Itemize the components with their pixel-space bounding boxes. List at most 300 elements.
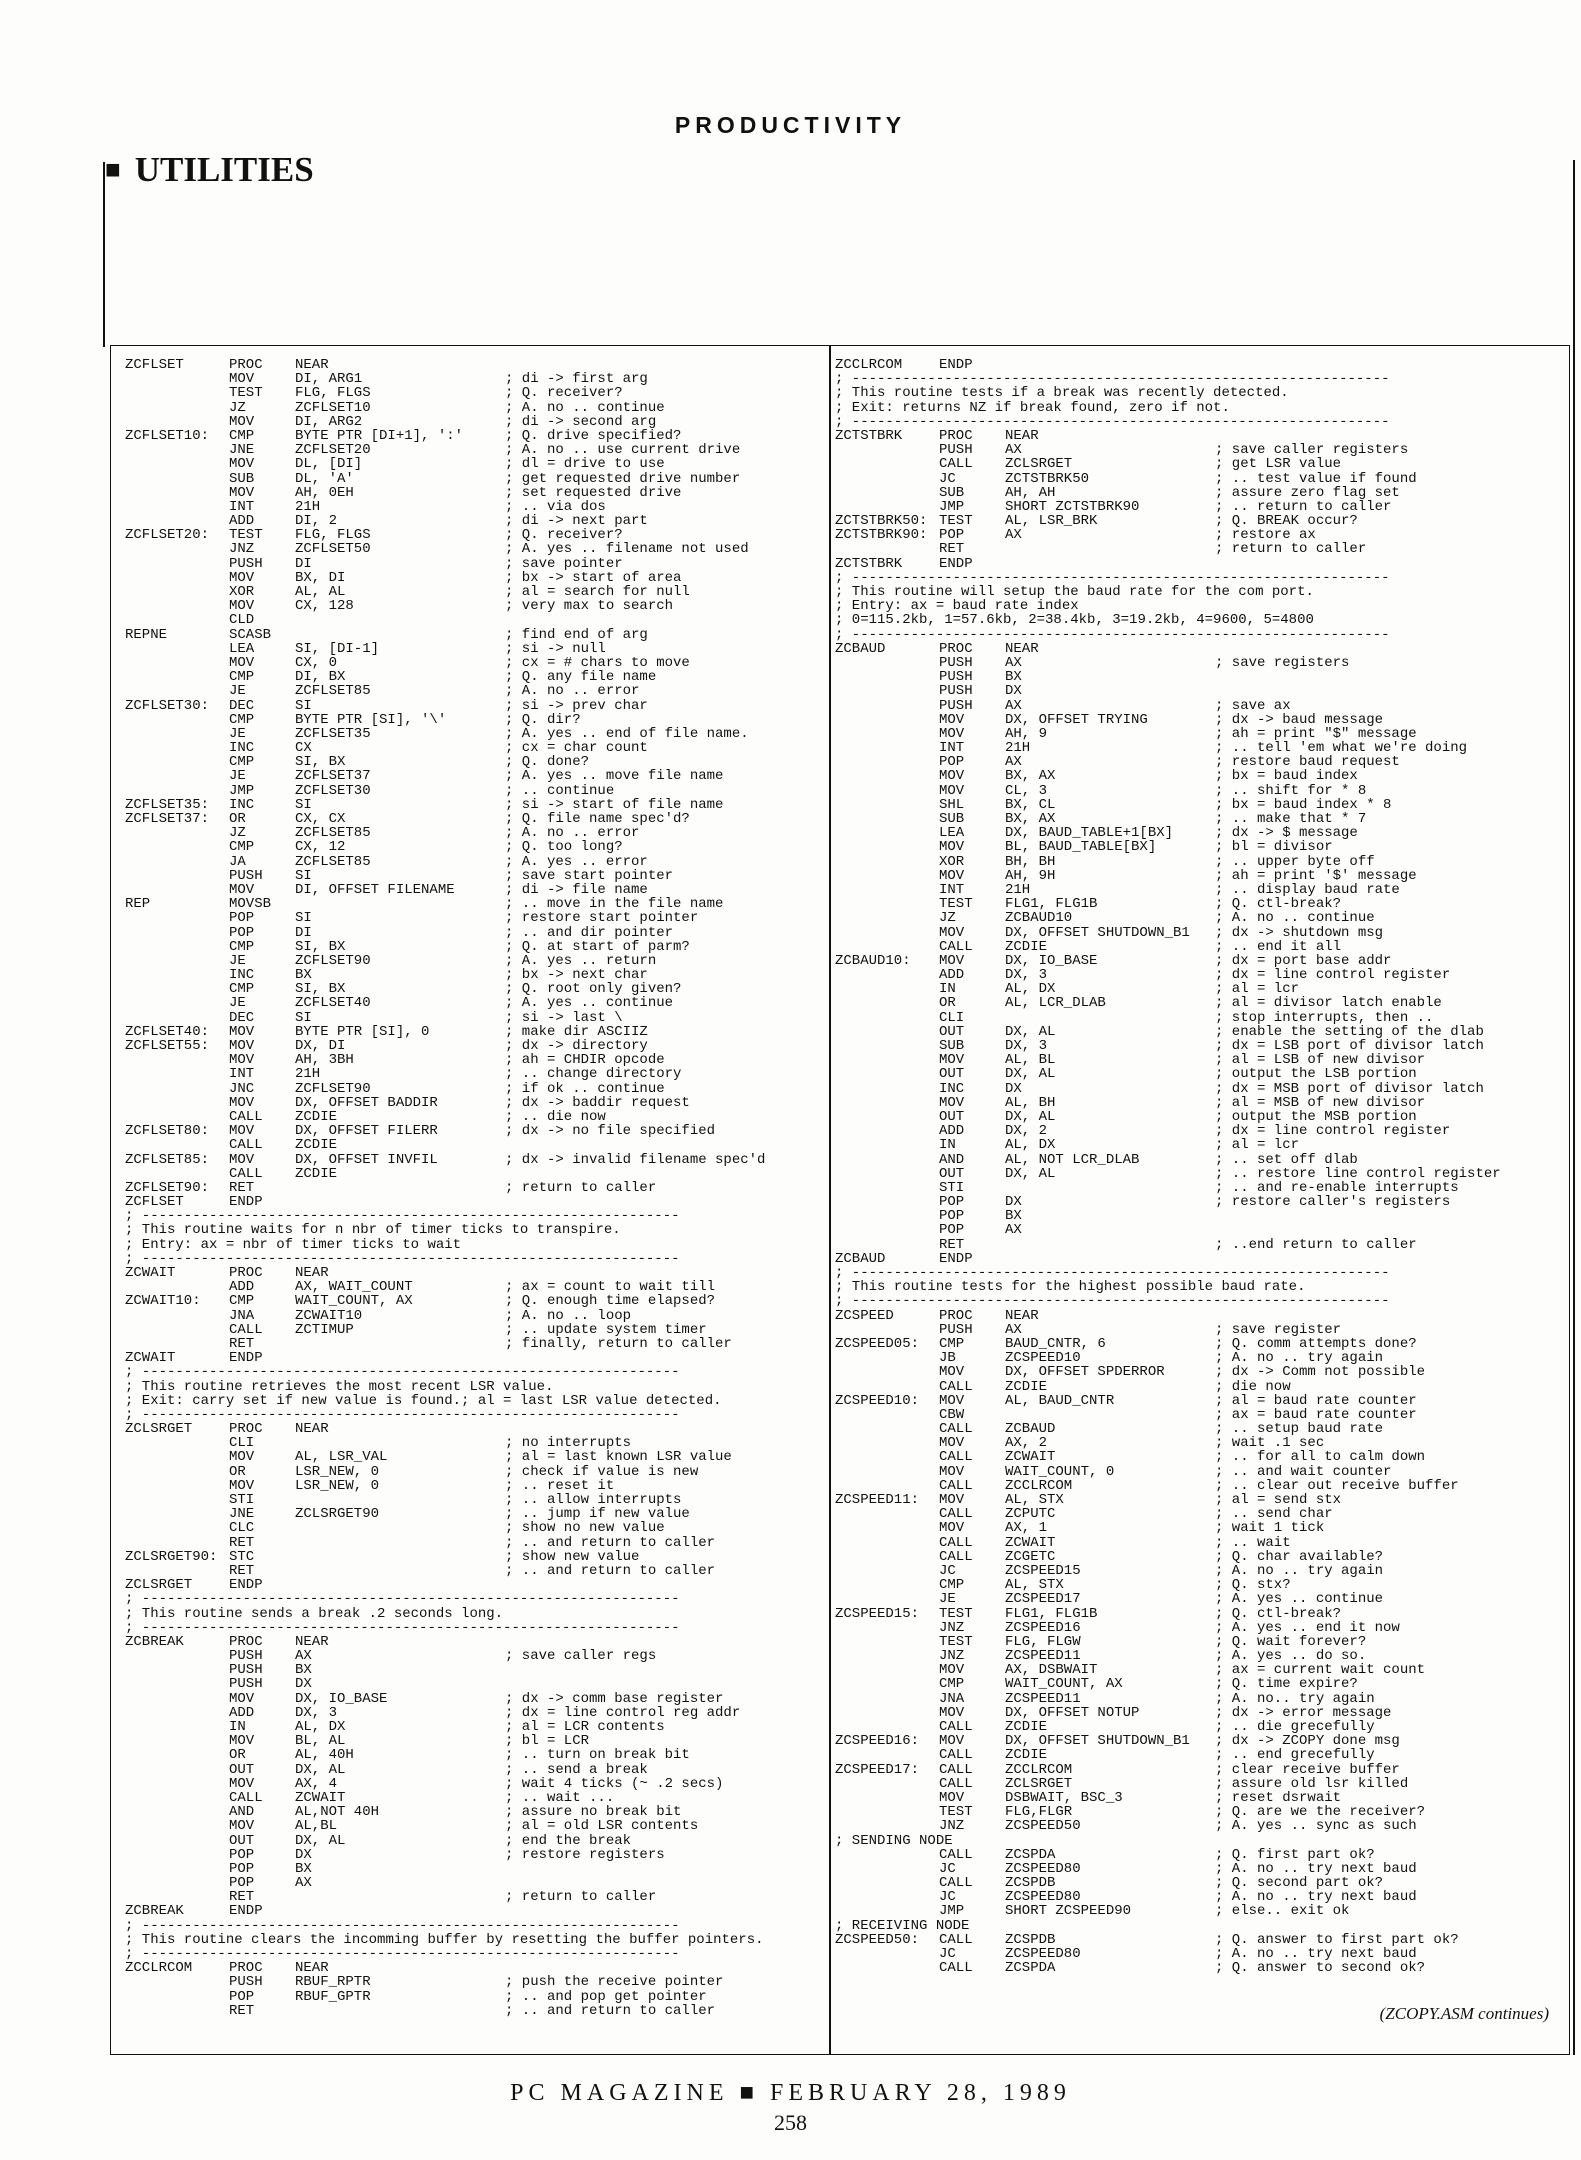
comment-line: ; ---------------------------------------------------------------- (125, 1620, 680, 1635)
line-comment: ; dx -> baddir request (505, 1095, 690, 1110)
comment-line: ; ---------------------------------------------------------------- (835, 627, 1390, 642)
line-comment (505, 1351, 825, 1365)
line-label (125, 1720, 229, 1734)
line-label (125, 940, 229, 954)
line-opcode: MOV (939, 1053, 965, 1068)
line-label: ZCFLSET20: (125, 528, 210, 543)
line-comment: ; .. send char (1215, 1507, 1333, 1522)
line-comment (1215, 1209, 1565, 1223)
code-line (835, 1124, 1565, 1138)
code-line (835, 372, 1565, 386)
line-opcode: RET (229, 2003, 255, 2018)
line-label (125, 1536, 229, 1550)
line-comment: ; dx -> invalid filename spec'd (505, 1152, 766, 1167)
line-opcode: CALL (939, 1748, 973, 1763)
line-comment: ; .. via dos (505, 499, 606, 515)
line-comment: ; Q. BREAK occur? (1215, 514, 1358, 529)
line-opcode: XOR (939, 854, 965, 869)
line-opcode: INT (939, 741, 965, 756)
line-operand: DI, OFFSET FILENAME (295, 882, 455, 898)
line-opcode: CALL (229, 1138, 263, 1153)
line-comment: ; dx = line control reg addr (505, 1705, 741, 1720)
line-operand: ZCSPEED50 (1005, 1819, 1081, 1834)
code-line (125, 968, 825, 982)
line-opcode: RET (939, 542, 965, 557)
line-operand: AX (295, 1649, 312, 1664)
line-label (125, 1479, 229, 1493)
line-label (125, 457, 229, 471)
line-opcode: STI (229, 1493, 255, 1508)
code-line (125, 401, 825, 415)
line-opcode: JE (229, 684, 246, 699)
line-operand: BH, BH (1005, 854, 1056, 869)
code-line (835, 1706, 1565, 1720)
code-line (125, 1692, 825, 1706)
line-label (835, 1748, 939, 1762)
line-operand: ZCFLSET85 (295, 684, 371, 699)
line-operand (295, 1436, 505, 1450)
line-comment (1215, 670, 1565, 684)
code-line (125, 1933, 825, 1947)
code-line (125, 1053, 825, 1067)
code-line (835, 613, 1565, 627)
line-operand: ZCWAIT (1005, 1450, 1056, 1465)
line-operand: ZCDIE (1005, 1379, 1048, 1394)
line-opcode: MOV (229, 1124, 255, 1139)
line-comment: ; .. turn on break bit (505, 1748, 690, 1763)
line-comment: ; Q. at start of parm? (505, 939, 690, 954)
line-comment: ; bx -> start of area (505, 570, 682, 585)
line-operand: AL, LSR_VAL (295, 1450, 388, 1465)
line-label (125, 500, 229, 514)
line-opcode: JE (229, 996, 246, 1011)
line-operand: DX, OFFSET SHUTDOWN_B1 (1005, 925, 1190, 940)
line-opcode: TEST (939, 514, 973, 529)
line-label: ZCFLSET40: (125, 1024, 210, 1039)
line-operand: AL, BAUD_CNTR (1005, 1393, 1115, 1408)
line-label (125, 1975, 229, 1989)
line-label (125, 855, 229, 869)
line-operand: ZCSPEED17 (1005, 1592, 1081, 1607)
line-operand (295, 1904, 505, 1918)
code-line (125, 1904, 825, 1918)
line-opcode: CMP (229, 755, 255, 770)
line-opcode: CMP (229, 428, 255, 444)
comment-line: ; ---------------------------------------------------------------- (835, 1266, 1390, 1281)
line-comment: ; save register (1215, 1322, 1342, 1337)
line-label: ZCSPEED05: (835, 1336, 920, 1352)
line-operand: AH, 9H (1005, 868, 1056, 883)
line-comment: ; .. wait (1215, 1535, 1291, 1550)
line-label (835, 1592, 939, 1606)
line-comment: ; dx -> $ message (1215, 826, 1358, 841)
line-comment: ; wait 1 tick (1215, 1521, 1325, 1536)
line-comment: ; dx = MSB port of divisor latch (1215, 1081, 1484, 1096)
line-label (125, 386, 229, 400)
line-comment: ; .. and re-enable interrupts (1215, 1180, 1459, 1196)
line-comment: ; A. yes .. error (505, 854, 648, 869)
line-comment: ; restore caller's registers (1215, 1195, 1451, 1210)
line-opcode: MOV (229, 570, 255, 585)
line-operand: DX, IO_BASE (1005, 953, 1098, 969)
line-label (125, 486, 229, 500)
line-label (125, 401, 229, 415)
line-opcode: OUT (939, 1024, 965, 1039)
line-comment: ; ah = CHDIR opcode (505, 1053, 665, 1068)
line-comment: ; assure old lsr killed (1215, 1776, 1409, 1791)
line-opcode: CALL (939, 457, 973, 472)
code-line (125, 1961, 825, 1975)
line-operand: SI (295, 698, 312, 713)
line-label (835, 1053, 939, 1067)
line-opcode: AND (939, 1152, 965, 1167)
line-operand: AX (1005, 1322, 1022, 1337)
code-line (125, 1521, 825, 1535)
line-comment: ; save ax (1215, 698, 1291, 713)
line-comment (505, 1663, 825, 1677)
code-line (125, 1805, 825, 1819)
code-line (835, 769, 1565, 783)
code-line (835, 1365, 1565, 1379)
line-label (835, 1223, 939, 1237)
line-opcode: INC (229, 968, 255, 983)
line-comment (505, 1578, 825, 1592)
line-opcode: MOV (939, 712, 965, 727)
line-comment: ; bl = LCR (505, 1734, 590, 1749)
line-comment (505, 1876, 825, 1890)
line-comment: ; Q. wait forever? (1215, 1634, 1367, 1650)
line-label: ZCSPEED15: (835, 1606, 920, 1621)
line-label (125, 1763, 229, 1777)
line-opcode: CLD (229, 613, 255, 628)
line-comment: ; A. no .. try again (1215, 1351, 1384, 1366)
line-comment: ; A. no.. try again (1215, 1691, 1375, 1706)
line-label (835, 741, 939, 755)
code-line (125, 472, 825, 486)
line-comment: ; Q. answer to first part ok? (1215, 1932, 1459, 1947)
code-line (835, 1479, 1565, 1493)
code-line (835, 1465, 1565, 1479)
code-line (125, 741, 825, 755)
line-label (125, 1465, 229, 1479)
line-label (835, 1465, 939, 1479)
line-operand (295, 613, 505, 627)
comment-line: ; ---------------------------------------------------------------- (125, 1251, 680, 1266)
line-opcode: RET (229, 1336, 255, 1352)
line-comment: ; al = LCR contents (505, 1720, 665, 1735)
line-comment: ; .. die now (505, 1109, 606, 1125)
line-opcode: MOV (939, 925, 965, 940)
line-opcode: JMP (939, 499, 965, 515)
line-comment: ; Q. drive specified? (505, 428, 682, 444)
line-label (835, 1422, 939, 1436)
line-operand: DL, [DI] (295, 457, 363, 472)
line-label: ZCBAUD10: (835, 953, 911, 969)
line-operand: LSR_NEW, 0 (295, 1478, 380, 1493)
line-opcode: MOV (229, 1776, 255, 1791)
line-opcode: SUB (939, 485, 965, 500)
line-comment: ; al = old LSR contents (505, 1819, 699, 1834)
line-label: ZCLSRGET (125, 1578, 193, 1593)
line-label (125, 741, 229, 755)
code-line (835, 628, 1565, 642)
code-line (125, 1748, 825, 1762)
code-line (125, 869, 825, 883)
line-operand: DX (295, 1677, 312, 1692)
line-label (125, 1677, 229, 1691)
listing-column-right (835, 358, 1565, 1975)
line-comment: ; ah = print "$" message (1215, 726, 1417, 742)
line-comment: ; Q. receiver? (505, 386, 623, 401)
line-opcode: MOV (939, 1493, 965, 1508)
line-label (125, 1053, 229, 1067)
line-opcode: STI (939, 1180, 965, 1196)
line-label (125, 443, 229, 457)
line-label (835, 1706, 939, 1720)
comment-line: ; ---------------------------------------------------------------- (835, 372, 1390, 387)
line-label (835, 1550, 939, 1564)
line-operand: DX, 3 (295, 1705, 338, 1720)
code-line (835, 1493, 1565, 1507)
line-operand: FLG,FLGR (1005, 1805, 1073, 1820)
line-label (835, 1663, 939, 1677)
line-label (125, 1323, 229, 1337)
line-opcode: CMP (229, 712, 255, 727)
line-comment: ; .. continue (505, 783, 615, 798)
code-line (125, 1777, 825, 1791)
line-opcode: TEST (939, 1634, 973, 1650)
code-line (835, 1209, 1565, 1223)
line-label (125, 613, 229, 627)
line-operand: DX, AL (1005, 1067, 1056, 1082)
line-operand (1005, 542, 1215, 556)
line-opcode: PROC (229, 358, 263, 373)
code-line (835, 1110, 1565, 1124)
code-line (835, 670, 1565, 684)
line-operand: CX, 128 (295, 599, 354, 614)
line-label (125, 1337, 229, 1351)
line-label (125, 784, 229, 798)
code-line (125, 1195, 825, 1209)
line-label (835, 486, 939, 500)
line-operand: DI, BX (295, 670, 346, 685)
line-operand: ZCPUTC (1005, 1507, 1056, 1522)
line-operand (295, 1578, 505, 1592)
line-operand: SI, BX (295, 755, 346, 770)
line-label (835, 1692, 939, 1706)
code-line (835, 1252, 1565, 1266)
line-operand: 21H (1005, 882, 1031, 898)
line-label (835, 1181, 939, 1195)
code-line (835, 1067, 1565, 1081)
line-opcode: ENDP (939, 358, 973, 373)
line-comment: ; else.. exit ok (1215, 1904, 1350, 1919)
line-label (125, 1706, 229, 1720)
line-comment (1215, 557, 1565, 571)
line-comment: ; save caller regs (505, 1649, 657, 1664)
line-operand: DX, IO_BASE (295, 1691, 388, 1706)
left-rule (103, 162, 105, 347)
line-label (125, 1692, 229, 1706)
code-line (125, 713, 825, 727)
code-line (835, 1082, 1565, 1096)
line-operand: DI (295, 925, 312, 940)
line-comment: ; save caller registers (1215, 443, 1409, 458)
listing-column-left (125, 358, 825, 2018)
line-operand: NEAR (295, 358, 329, 373)
line-operand: DX, BAUD_TABLE+1[BX] (1005, 826, 1174, 841)
line-operand: AL,BL (295, 1819, 338, 1834)
line-comment: ; .. send a break (505, 1762, 648, 1777)
line-opcode: ADD (939, 1124, 965, 1139)
line-label: ZCSPEED10: (835, 1393, 920, 1408)
line-operand: ZCFLSET85 (295, 826, 371, 841)
line-opcode: PUSH (939, 698, 973, 713)
line-operand: 21H (295, 1067, 321, 1082)
line-label: ZCWAIT10: (125, 1294, 201, 1309)
line-label (125, 1167, 229, 1181)
line-comment: ; Q. any file name (505, 670, 657, 685)
line-comment: ; dx -> ZCOPY done msg (1215, 1734, 1400, 1749)
line-opcode: CMP (939, 1336, 965, 1352)
line-comment: ; si -> last \ (505, 1010, 623, 1025)
code-line (125, 996, 825, 1010)
line-label (835, 1479, 939, 1493)
line-label (835, 1238, 939, 1252)
code-line (125, 1110, 825, 1124)
line-operand: DX, OFFSET SPDERROR (1005, 1365, 1165, 1380)
line-comment: ; push the receive pointer (505, 1975, 724, 1990)
line-operand: DI (295, 556, 312, 571)
line-label (835, 1380, 939, 1394)
line-label (125, 1862, 229, 1876)
line-operand (1005, 1238, 1215, 1252)
line-label (835, 1862, 939, 1876)
line-opcode: CALL (939, 1932, 973, 1947)
code-line (125, 1663, 825, 1677)
line-opcode: JC (939, 1861, 956, 1877)
line-label (835, 457, 939, 471)
code-listing (110, 345, 1570, 2055)
code-line (125, 1323, 825, 1337)
continues-note: (ZCOPY.ASM continues) (1379, 2004, 1549, 2023)
line-label (125, 1890, 229, 1904)
line-label: ZCFLSET85: (125, 1152, 210, 1167)
line-comment: ; .. clear out receive buffer (1215, 1478, 1459, 1493)
line-opcode: RET (229, 1535, 255, 1550)
line-comment (1215, 642, 1565, 656)
code-line (835, 1280, 1565, 1294)
line-comment: ; .. change directory (505, 1067, 682, 1082)
code-line (125, 557, 825, 571)
line-comment: ; al = last known LSR value (505, 1450, 732, 1465)
line-comment: ; bx = baud index (1215, 769, 1358, 784)
line-opcode: MOV (939, 1663, 965, 1678)
code-line (835, 798, 1565, 812)
line-comment: ; dx = line control register (1215, 1124, 1451, 1139)
line-comment (505, 1961, 825, 1975)
line-opcode: PROC (229, 1422, 263, 1437)
code-line (125, 755, 825, 769)
line-label: ZCFLSET37: (125, 812, 210, 827)
line-label: ZCTSTBRK50: (835, 514, 928, 529)
code-line (835, 954, 1565, 968)
line-label (125, 684, 229, 698)
line-comment: ; ax = current wait count (1215, 1663, 1426, 1678)
line-opcode: MOV (939, 1095, 965, 1110)
code-line (835, 1904, 1565, 1918)
code-line (835, 1692, 1565, 1706)
line-comment: ; .. make that * 7 (1215, 812, 1367, 827)
line-label (835, 684, 939, 698)
code-line (125, 1082, 825, 1096)
line-label (835, 1039, 939, 1053)
line-opcode: CMP (229, 1294, 255, 1309)
right-rule (1573, 160, 1575, 2055)
code-line (125, 1223, 825, 1237)
code-line (125, 1649, 825, 1663)
line-label (125, 840, 229, 854)
code-line (835, 1138, 1565, 1152)
line-operand: AX, DSBWAIT (1005, 1663, 1098, 1678)
line-label (835, 1082, 939, 1096)
line-opcode: PUSH (229, 1649, 263, 1664)
line-label (125, 670, 229, 684)
line-opcode: JE (229, 953, 246, 969)
line-operand: WAIT_COUNT, AX (295, 1294, 413, 1309)
line-comment (505, 1138, 825, 1152)
line-label (125, 1521, 229, 1535)
line-operand: DI, 2 (295, 514, 338, 529)
line-opcode: MOV (229, 414, 255, 429)
line-label: ZCTSTBRK (835, 428, 903, 444)
line-label (835, 1167, 939, 1181)
line-operand: FLG, FLGW (1005, 1634, 1081, 1650)
line-opcode: POP (229, 1861, 255, 1877)
line-comment: ; .. move in the file name (505, 897, 724, 912)
line-label (835, 1025, 939, 1039)
line-label (835, 826, 939, 840)
line-label: ZCLSRGET (125, 1422, 193, 1437)
line-label (835, 1947, 939, 1961)
line-comment: ; A. no .. loop (505, 1308, 632, 1323)
code-line (125, 585, 825, 599)
code-line (125, 1507, 825, 1521)
line-operand: ZCFLSET10 (295, 400, 371, 415)
line-opcode: MOV (229, 599, 255, 614)
code-line (835, 1450, 1565, 1464)
line-opcode: INT (229, 499, 255, 515)
code-line (835, 1507, 1565, 1521)
line-comment: ; dx -> shutdown msg (1215, 925, 1384, 940)
line-comment (505, 1422, 825, 1436)
line-operand: ZCBAUD10 (1005, 911, 1073, 926)
line-label: ZCCLRCOM (835, 358, 903, 373)
line-opcode: JNZ (939, 1620, 965, 1635)
line-opcode: PUSH (939, 1322, 973, 1337)
code-line (835, 940, 1565, 954)
line-operand: DX, OFFSET SHUTDOWN_B1 (1005, 1734, 1190, 1749)
line-comment: ; al = MSB of new divisor (1215, 1095, 1426, 1110)
line-operand: NEAR (1005, 428, 1039, 444)
code-line (835, 585, 1565, 599)
line-operand (295, 2004, 505, 2018)
line-opcode: JE (939, 1592, 956, 1607)
line-label (125, 542, 229, 556)
line-label (835, 1110, 939, 1124)
line-comment: ; Q. ctl-break? (1215, 1606, 1342, 1621)
code-line (835, 996, 1565, 1010)
